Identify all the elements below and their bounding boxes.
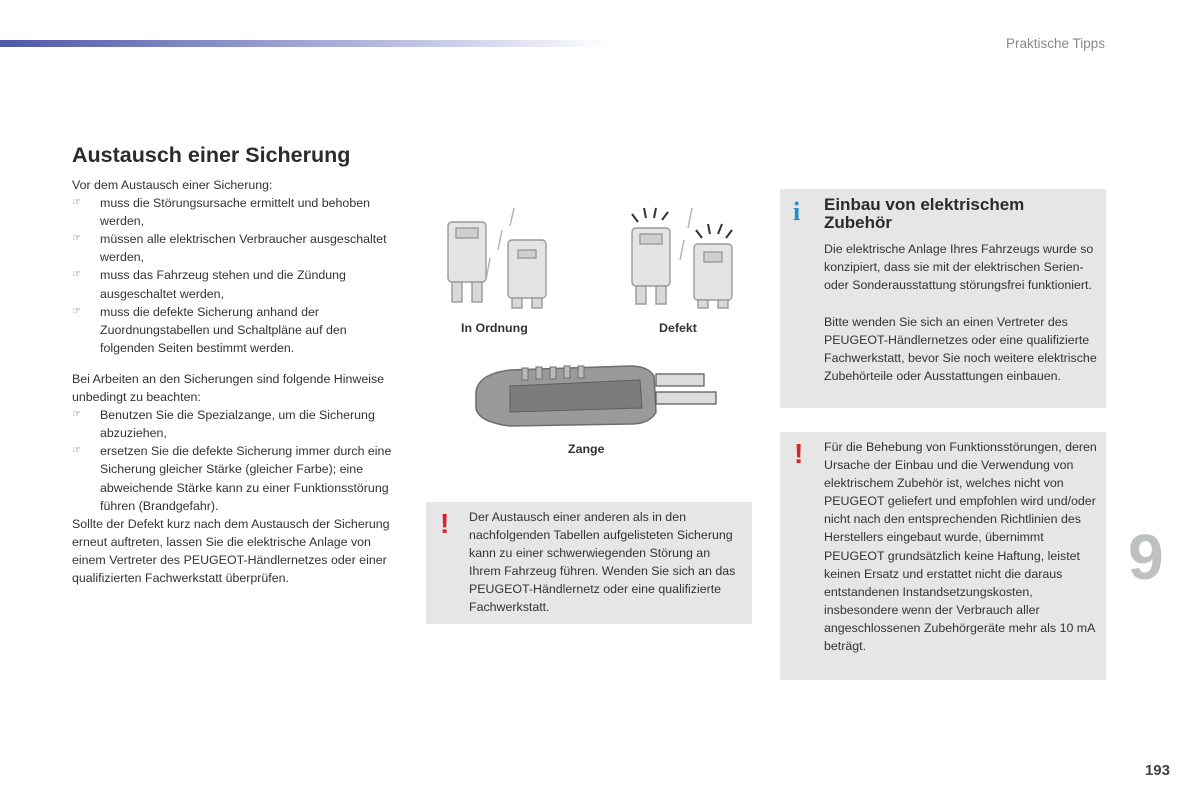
warning-exclamation-icon: ! <box>794 438 804 469</box>
hand-pointer-icon: ☞ <box>72 409 81 421</box>
list-item: ☞ müssen alle elektrischen Verbraucher ausgeschaltet werden, <box>72 232 387 265</box>
list-item: ☞ muss die Störungsursache ermittelt und behoben werden, <box>72 196 370 229</box>
fuse-ok-icon <box>508 240 546 308</box>
info-text-2: Bitte wenden Sie sich an einen Vertreter des PEUGEOT-Händlernetzes oder eine qualifizierte Fachwerkstatt, bevor Sie noch weitere elektrische Zubehörteile oder Ausstattungen einbauen. <box>824 315 1097 384</box>
info-icon: i <box>793 197 801 226</box>
fuse-defect-icon <box>694 244 732 308</box>
list-item: ☞ muss die defekte Sicherung anhand der Zuordnungstabellen und Schaltpläne auf den folgenden Seiten bestimmt werden. <box>72 304 347 355</box>
fuse-pliers-illustration <box>470 352 730 442</box>
fuse-ok-label: In Ordnung <box>461 321 528 335</box>
info-box <box>780 189 1106 408</box>
section-label: Praktische Tipps <box>1005 36 1105 51</box>
info-title: Einbau von elektrischem Zubehör <box>824 195 1025 232</box>
fuse-comparison-illustration <box>440 200 740 310</box>
precondition-list <box>72 194 402 357</box>
intro-text-2: Bei Arbeiten an den Sicherungen sind folgende Hinweise unbedingt zu beachten: <box>72 371 385 405</box>
list-item: ☞ Benutzen Sie die Spezialzange, um die Sicherung abzuziehen, <box>72 408 375 441</box>
hand-pointer-icon: ☞ <box>72 269 81 281</box>
page-number: 193 <box>1144 762 1170 779</box>
header-accent-bar <box>0 40 610 47</box>
list-item: ☞ muss das Fahrzeug stehen und die Zündung ausgeschaltet werden, <box>72 268 346 301</box>
hand-pointer-icon: ☞ <box>72 305 81 317</box>
fuse-defect-icon <box>632 228 670 304</box>
fuse-defect-label: Defekt <box>659 321 697 335</box>
chapter-number: 9 <box>1128 521 1164 593</box>
info-text-1: Die elektrische Anlage Ihres Fahrzeugs wurde so konzipiert, dass sie mit der elektrischen Serien- oder Sonderausstattung störungsfrei funktioniert. <box>824 242 1094 293</box>
list-item: ☞ ersetzen Sie die defekte Sicherung immer durch eine Sicherung gleicher Stärke (gleicher Farbe); eine abweichende Stärke kann zu einer Funktionsstörung führen (Brandgefahr). <box>72 444 392 513</box>
outro-text: Sollte der Defekt kurz nach dem Austausch der Sicherung erneut auftreten, lassen Sie die elektrische Anlage von einem Vertreter des PEUGEOT-Händlernetzes oder einer qualifizierten Fachwerkstatt überprüfen. <box>72 516 390 585</box>
pliers-label: Zange <box>568 442 605 456</box>
warning-box-middle <box>426 502 752 624</box>
fuse-ok-icon <box>448 222 486 302</box>
warning-text: Für die Behebung von Funktionsstörungen, deren Ursache der Einbau und die Verwendung von elektrischem Zubehör ist, welches nicht von PEUGEOT geliefert und empfohlen wird und/oder nicht nach den entsprechenden Richtlinien des Herstellers eingebaut wurde, übernimmt PEUGEOT grundsätzlich keine Haftung, leistet keinen Ersatz und erstattet nicht die daraus entstandenen Instandsetzungskosten, insbesondere wenn der Verbrauch aller angeschlossenen Zubehörgeräte mehr als 10 mA beträgt. <box>824 440 1097 654</box>
warning-box-right <box>780 432 1106 680</box>
main-text-column <box>72 176 402 587</box>
page-title: Austausch einer Sicherung <box>72 143 351 167</box>
hand-pointer-icon: ☞ <box>72 197 81 209</box>
warning-text: Der Austausch einer anderen als in den nachfolgenden Tabellen aufgelisteten Sicherung kann zu einer schwerwiegenden Störung an Ihrem Fahrzeug führen. Wenden Sie sich an das PEUGEOT-Händlernetz oder eine qualifizierte Fachwerkstatt. <box>469 510 736 615</box>
hint-list <box>72 406 402 515</box>
warning-exclamation-icon: ! <box>440 508 450 539</box>
intro-text: Vor dem Austausch einer Sicherung: <box>72 178 273 192</box>
hand-pointer-icon: ☞ <box>72 233 81 245</box>
hand-pointer-icon: ☞ <box>72 445 81 457</box>
